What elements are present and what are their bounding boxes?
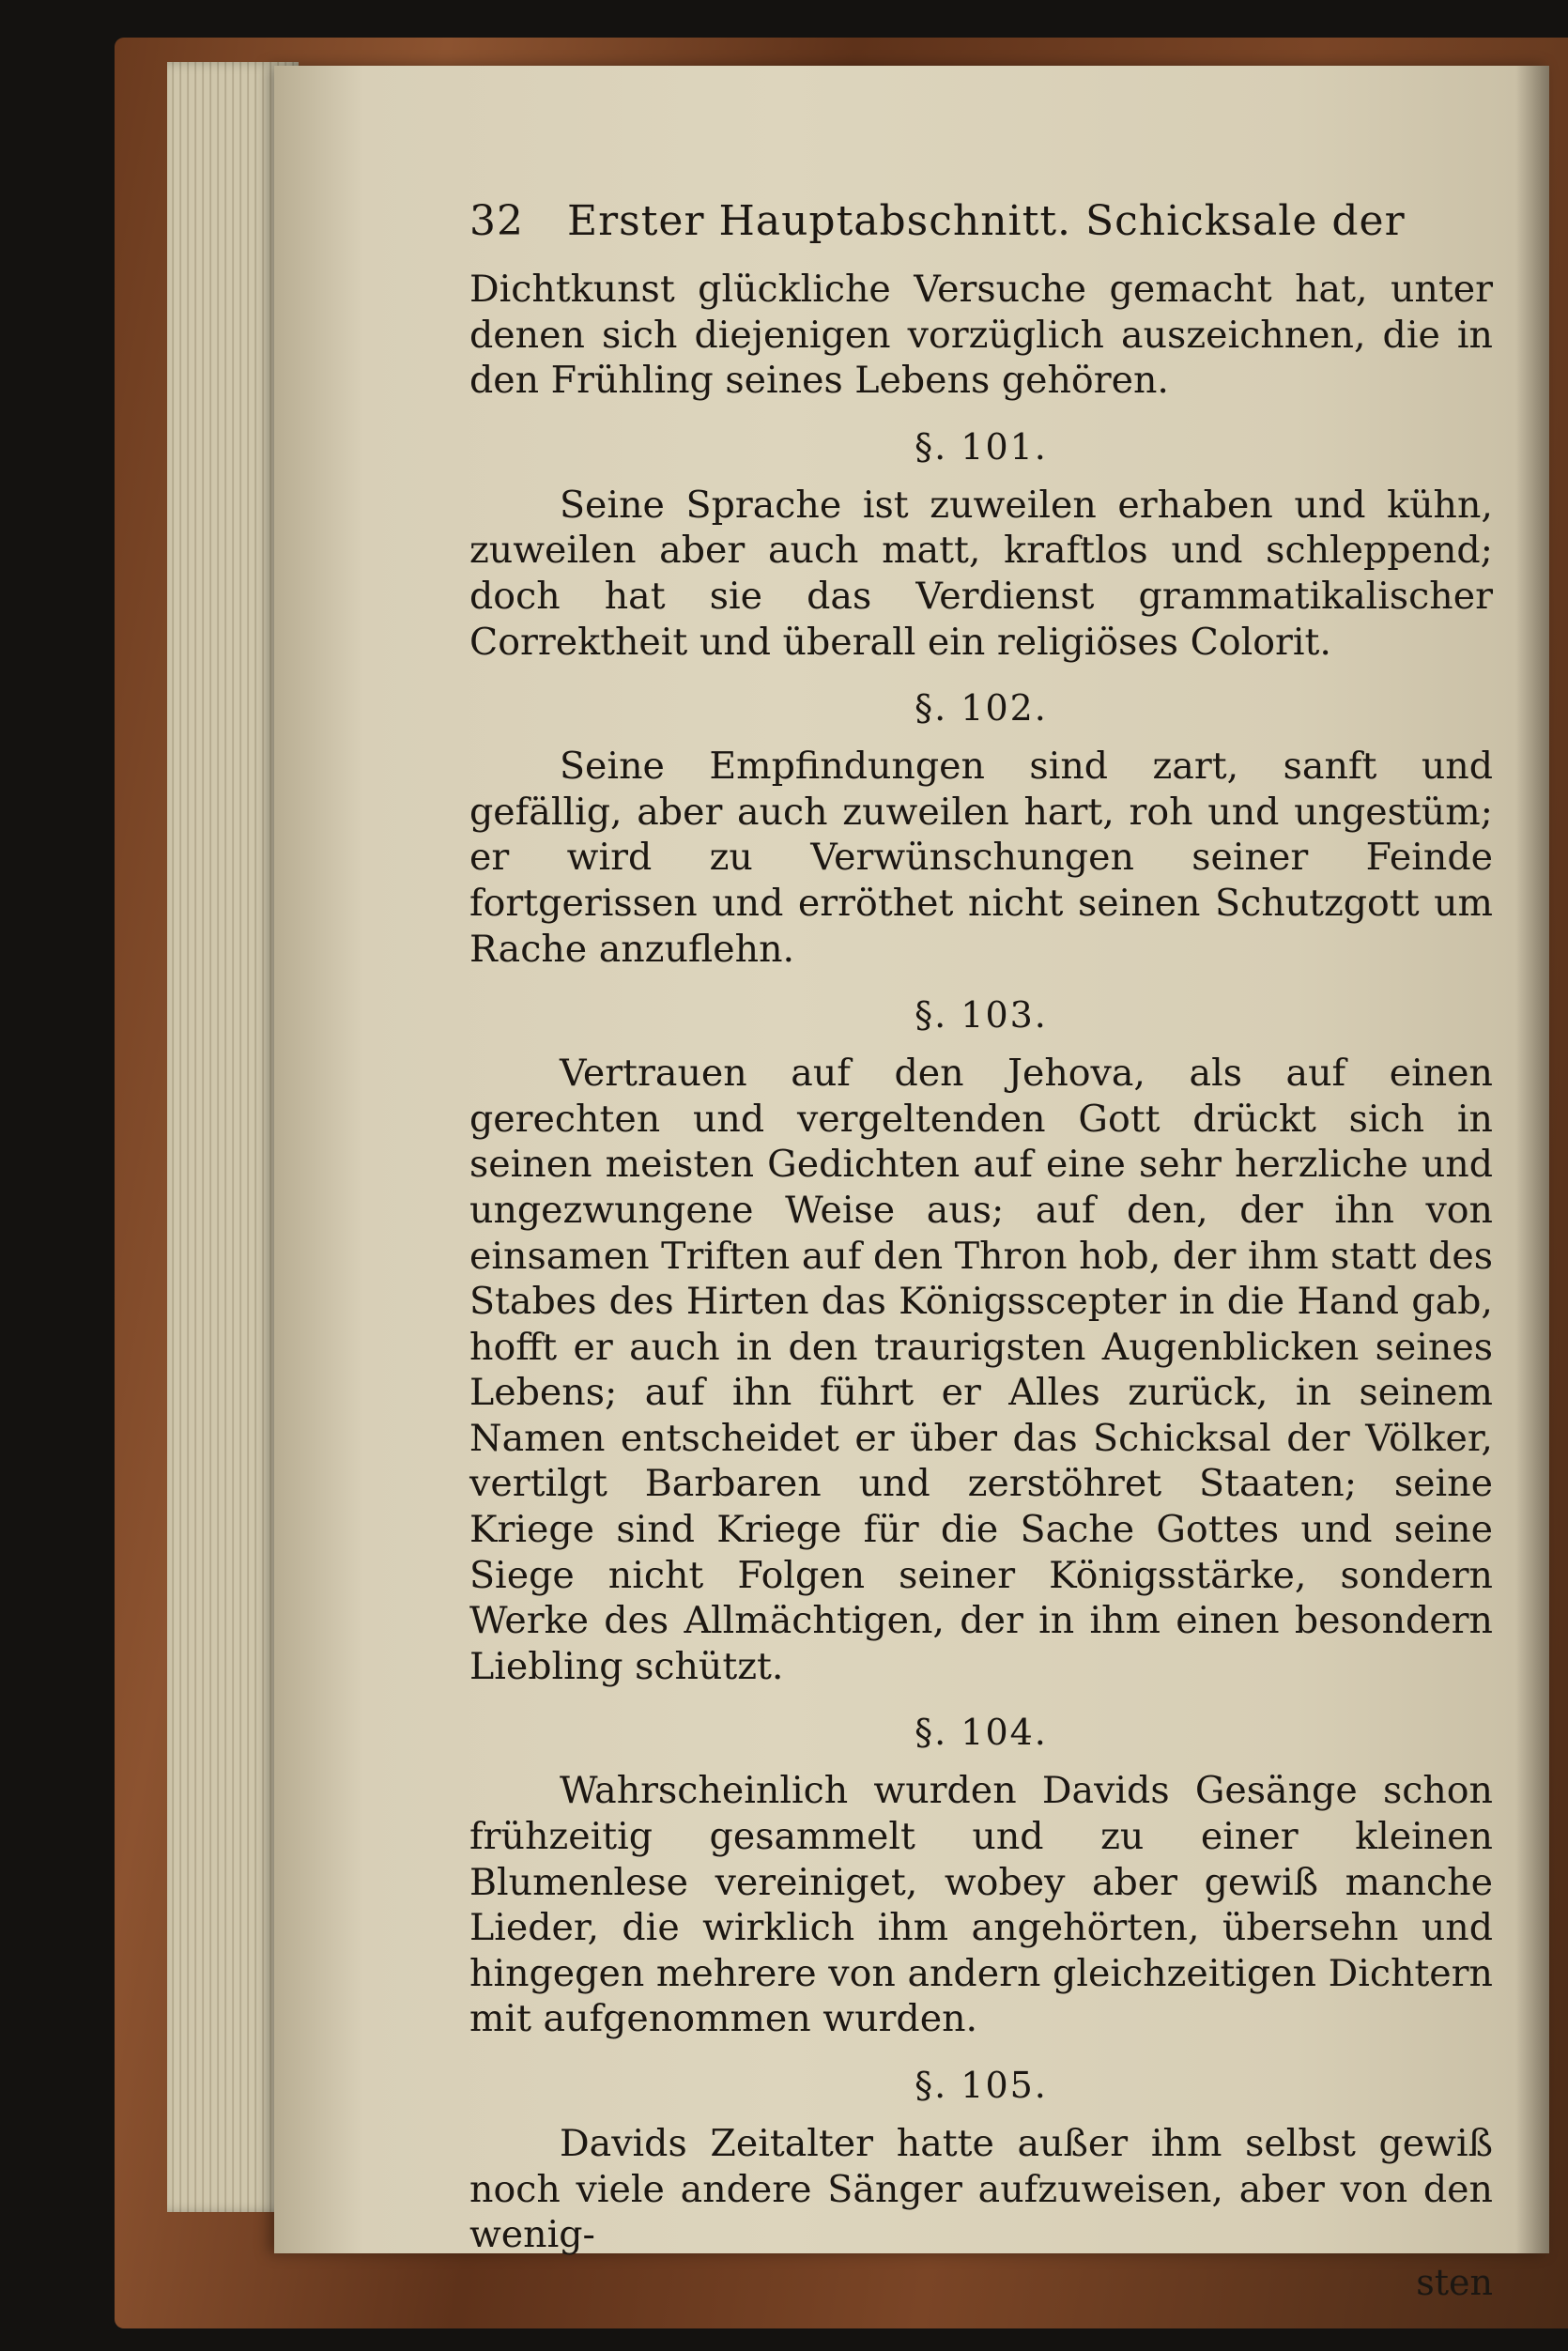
section-paragraph-104: Wahrscheinlich wurden Davids Gesänge schon frühzeitig gesammelt und zu einer kleinen Blumenlese vereiniget, wobey aber gewiß manche Lieder, die wirklich ihm angehörten, übersehn und hingegen mehrere von andern gleichzeitigen Dichtern mit aufgenommen wurden.: [469, 1769, 1493, 2041]
page-number: 32: [469, 197, 524, 245]
section-heading-104: §. 104.: [915, 1712, 1048, 1754]
section-paragraph-105: Davids Zeitalter hatte außer ihm selbst gewiß noch viele andere Sänger aufzuweisen, aber von den wenig-: [469, 2122, 1493, 2257]
running-head-title: Erster Hauptabschnitt. Schicksale der: [567, 197, 1406, 245]
running-head: [469, 195, 1493, 248]
catchword: sten: [1416, 2261, 1493, 2303]
section-paragraph-101: Seine Sprache ist zuweilen erhaben und kühn, zuweilen aber auch matt, kraftlos und schleppend; doch hat sie das Verdienst grammatikalischer Correktheit und überall ein religiöses Colorit.: [469, 483, 1493, 664]
section-paragraph-102: Seine Empfindungen sind zart, sanft und gefällig, aber auch zuweilen hart, roh und ungestüm; er wird zu Verwünschungen seiner Feinde fortgerissen und erröthet nicht seinen Schutzgott um Rache anzuflehn.: [469, 745, 1493, 971]
section-heading-101: §. 101.: [915, 425, 1048, 468]
gutter-shadow: [1515, 66, 1549, 2253]
page-text: [469, 195, 1493, 2305]
intro-paragraph: Dichtkunst glückliche Versuche gemacht hat, unter denen sich diejenigen vorzüglich auszeichnen, die in den Frühling seines Lebens gehören.: [469, 268, 1493, 403]
section-heading-105: §. 105.: [915, 2065, 1048, 2106]
section-paragraph-103: Vertrauen auf den Jehova, als auf einen gerechten und vergeltenden Gott drückt sich in seinen meisten Gedichten auf eine sehr herzliche und ungezwungene Weise aus; auf den, der ihn von einsamen Triften auf den Thron hob, der ihm statt des Stabes des Hirten das Königsscepter in die Hand gab, hofft er auch in den traurigsten Augenblicken seines Lebens; auf ihn führt er Alles zurück, in seinem Namen entscheidet er über das Schicksal der Völker, vertilgt Barbaren und zerstöhret Staaten; seine Kriege sind Kriege für die Sache Gottes und seine Siege nicht Folgen seiner Königsstärke, sondern Werke des Allmächtigen, der in ihm einen besondern Liebling schützt.: [469, 1052, 1493, 1688]
section-heading-102: §. 102.: [915, 687, 1048, 730]
book-page: [274, 66, 1549, 2303]
section-heading-103: §. 103.: [915, 994, 1048, 1037]
